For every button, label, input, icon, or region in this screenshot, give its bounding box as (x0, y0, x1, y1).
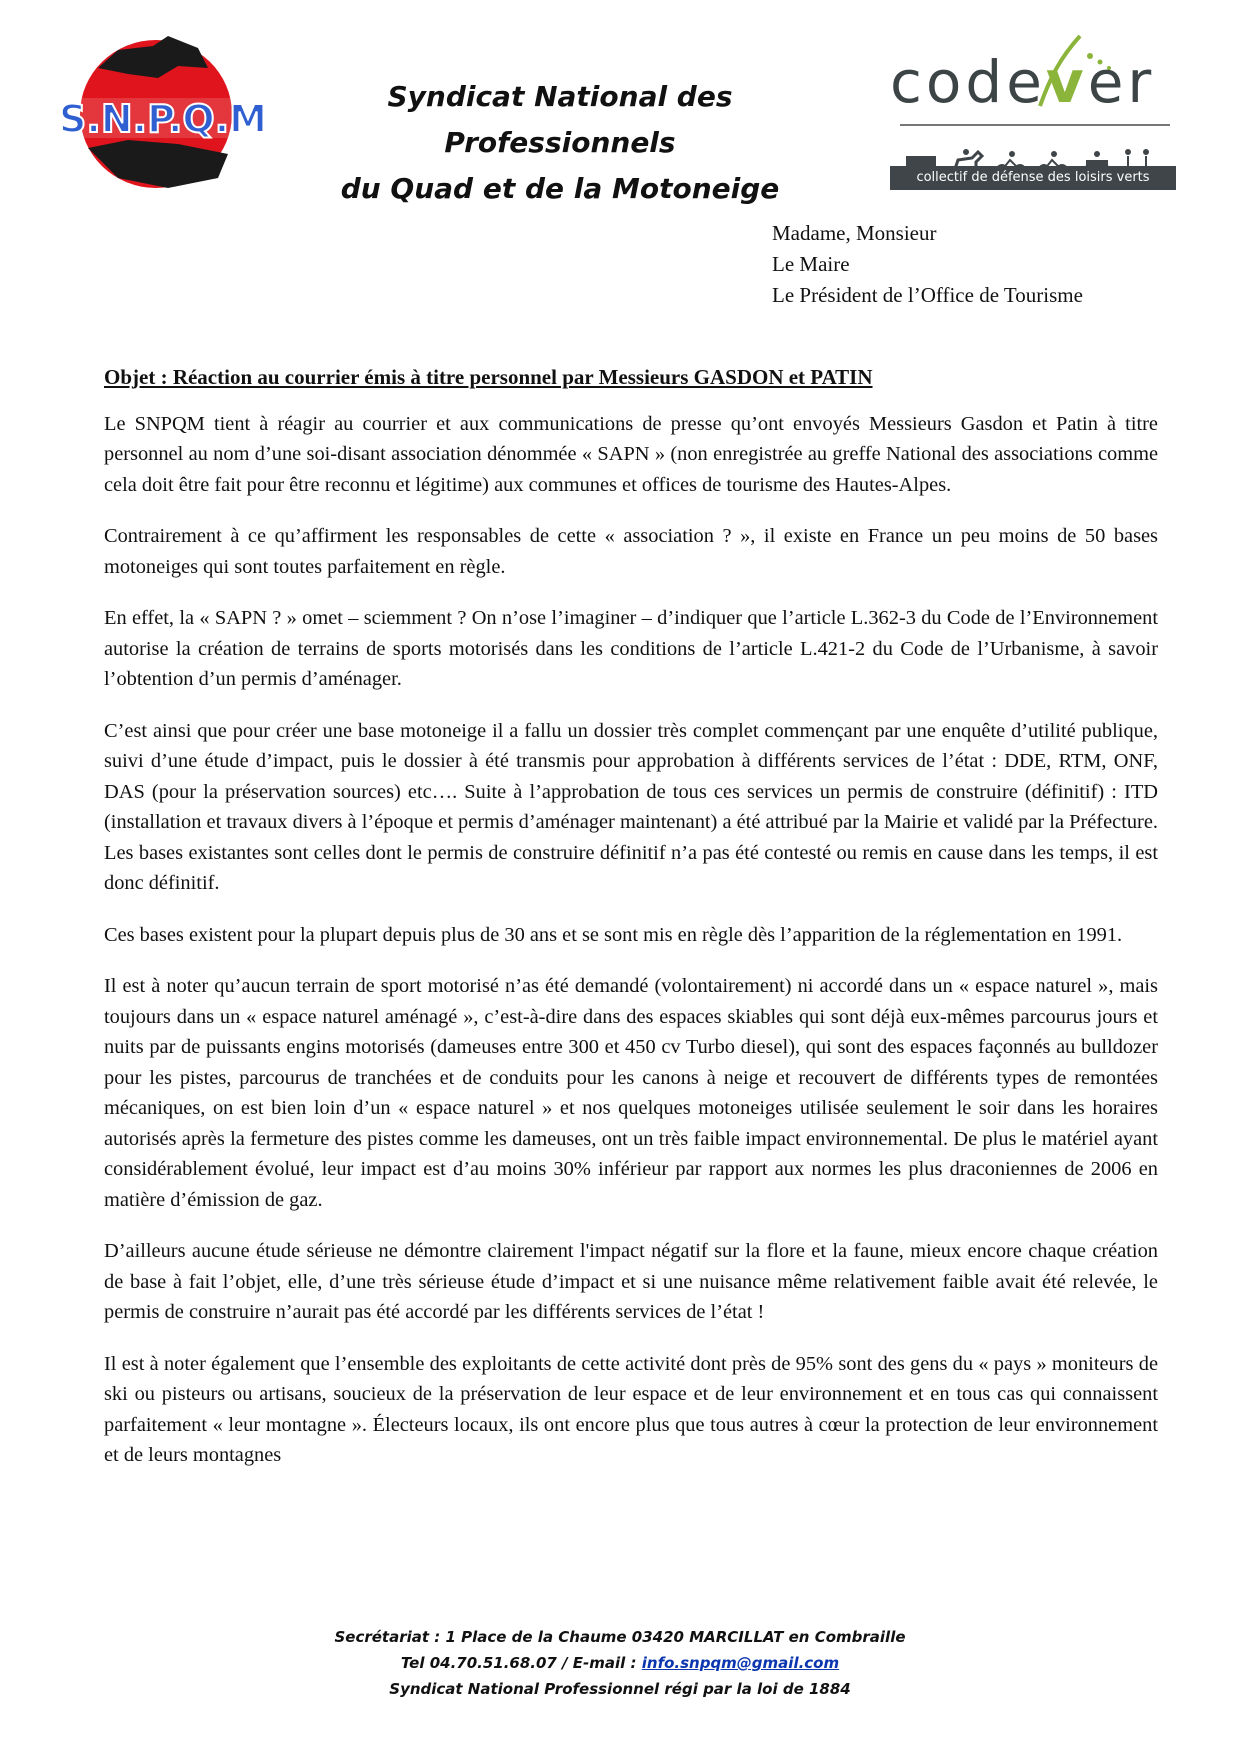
codever-word-v: v (1045, 48, 1088, 116)
paragraph: C’est ainsi que pour créer une base motoneige il a fallu un dossier très complet commençant par une enquête d’utilité publique, suivi d’une étude d’impact, puis le dossier à été transmis pour approbation à différents services de l’état : DDE, RTM, ONF, DAS (pour la préservation sources) etc…. Suite à l’approbation de tous ces services un permis de construire (définitif) : ITD (installation et travaux divers à l’époque et permis d’aménager maintenant) a été attribué par la Mairie et validé par la Préfecture. Les bases existantes sont celles dont le permis de construire définitif n’a pas été contesté ou remis en cause dans les temps, il est donc définitif. (104, 719, 1158, 894)
snpqm-logo-icon (58, 28, 268, 198)
footer (300, 1624, 940, 1702)
paragraph: D’ailleurs aucune étude sérieuse ne démontre clairement l'impact négatif sur la flore et la faune, mieux encore chaque création de base à fait l’objet, elle, d’une très sérieuse étude d’impact et si une nuisance même relativement faible avait été relevée, le permis de construire n’aurait pas été accordé par les différents services de l’état ! (104, 1240, 1158, 1323)
recipient-line3: Le Président de l’Office de Tourisme (772, 283, 1083, 307)
codever-tagline: collectif de défense des loisirs verts (890, 166, 1176, 190)
org-title-line1: Syndicat National des Professionnels (387, 80, 733, 159)
codever-word-end: er (1087, 48, 1156, 116)
codever-word-start: code (890, 48, 1046, 116)
paragraph: Contrairement à ce qu’affirment les responsables de cette « association ? », il existe en France un peu moins de 50 bases motoneiges qui sont toutes parfaitement en règle. (104, 525, 1158, 578)
org-title-line2: du Quad et de la Motoneige (340, 172, 780, 205)
paragraph: En effet, la « SAPN ? » omet – sciemment ? On n’ose l’imaginer – d’indiquer que l’article L.362-3 du Code de l’Environnement autorise la création de terrains de sports motorisés dans les conditions de l’article L.421-2 du Code de l’Urbanisme, à savoir l’obtention d’un permis d’aménager. (104, 607, 1158, 690)
letter-subject: Objet : Réaction au courrier émis à titre personnel par Messieurs GASDON et PATIN (104, 365, 873, 389)
paragraph: Il est à noter également que l’ensemble des exploitants de cette activité dont près de 95% sont des gens du « pays » moniteurs de ski ou pisteurs ou artisans, soucieux de la préservation de leur espace et de leur environnement et en tous cas qui connaissent parfaitement « leur montagne ». Électeurs locaux, ils ont encore plus que tous autres à cœur la protection de leur environnement et de leurs montagnes (104, 1352, 1158, 1466)
codever-wordmark (890, 50, 1180, 114)
snpqm-logo-text: S.N.P.Q.M (59, 97, 267, 141)
recipient-line2: Le Maire (772, 252, 850, 276)
paragraph: Il est à noter qu’aucun terrain de sport motorisé n’as été demandé (volontairement) ni accordé dans un « espace naturel », mais toujours dans un « espace naturel aménagé », c’est-à-dire dans des espaces skiables qui sont déjà eux-mêmes parcourus jours et nuits par de puissants engins motorisés (dameuses entre 300 et 450 cv Turbo diesel), qui sont des espaces façonnés au bulldozer pour les pistes, parcourus de tranchées et de conduits pour les canons à neige et recouvert de différents types de remontées mécaniques, on est bien loin d’un « espace naturel » et nos quelques motoneiges utilisée seulement le soir dans les horaires autorisés après la fermeture des pistes comme les dameuses, ont un très faible impact environnemental. De plus le matériel ayant considérablement évolué, leur impact est d’au moins 30% inférieur par rapport aux normes les plus draconiennes de 2006 en matière d’émission de gaz. (104, 975, 1158, 1211)
paragraph: Ces bases existent pour la plupart depuis plus de 30 ans et se sont mis en règle dès l’apparition de la réglementation en 1991. (104, 923, 1123, 946)
footer-legal: Syndicat National Professionnel régi par la loi de 1884 (389, 1680, 851, 1698)
recipient-block (772, 218, 1083, 311)
footer-contact (300, 1650, 940, 1676)
email-link[interactable]: info.snpqm@gmail.com (641, 1654, 840, 1672)
letter-body (104, 362, 1158, 1492)
org-title (290, 74, 830, 212)
footer-phone: Tel 04.70.51.68.07 / E-mail : (400, 1654, 642, 1672)
recipient-line1: Madame, Monsieur (772, 221, 937, 245)
snpqm-logo (58, 28, 268, 198)
codever-logo (890, 28, 1180, 188)
codever-divider (900, 124, 1170, 126)
paragraph: Le SNPQM tient à réagir au courrier et aux communications de presse qu’ont envoyés Messieurs Gasdon et Patin à titre personnel au nom d’une soi-disant association dénommée « SAPN » (non enregistrée au greffe National des associations comme cela doit être fait pour être reconnu et légitime) aux communes et offices de tourisme des Hautes-Alpes. (104, 412, 1158, 496)
footer-address: Secrétariat : 1 Place de la Chaume 03420 MARCILLAT en Combraille (334, 1628, 906, 1646)
